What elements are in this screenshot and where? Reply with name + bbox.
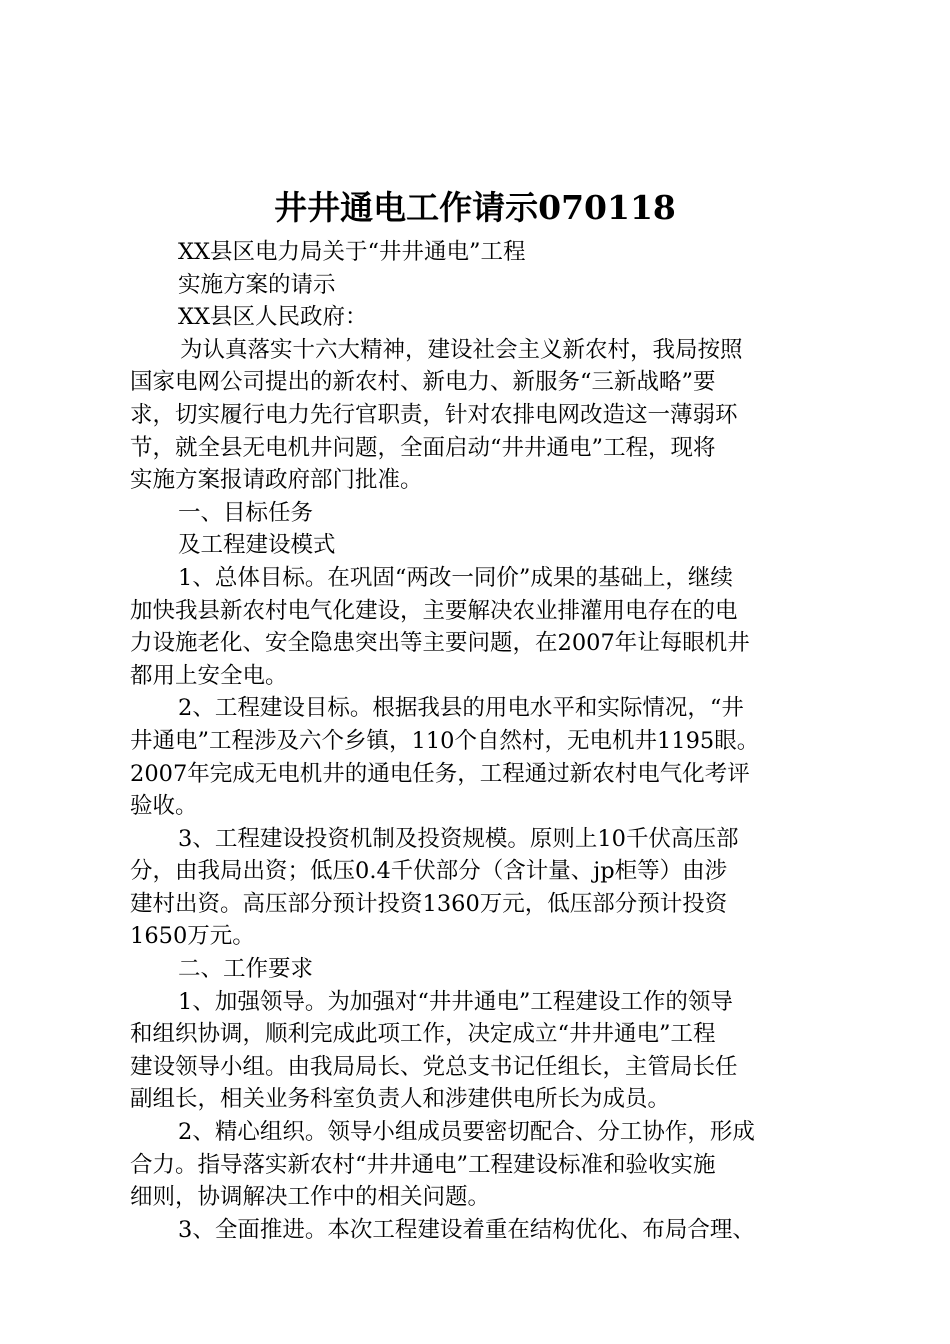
body-line: 2、精心组织。领导小组成员要密切配合、分工协作，形成 xyxy=(178,1119,755,1146)
body-line: 节，就全县无电机井问题，全面启动“井井通电”工程，现将 xyxy=(130,434,716,461)
body-line: 加快我县新农村电气化建设，主要解决农业排灌用电存在的电 xyxy=(130,597,738,624)
body-line: XX县区人民政府： xyxy=(178,304,368,331)
body-line: 1650万元。 xyxy=(130,923,255,950)
document-body xyxy=(130,236,830,1246)
body-line: 1、加强领导。为加强对“井井通电”工程建设工作的领导 xyxy=(178,988,733,1015)
body-line: 和组织协调，顺利完成此项工作，决定成立“井井通电”工程 xyxy=(130,1021,716,1048)
body-line: 验收。 xyxy=(130,793,198,820)
body-line: 细则，协调解决工作中的相关问题。 xyxy=(130,1184,491,1211)
body-line: 二、工作要求 xyxy=(178,956,314,983)
body-line: 井通电”工程涉及六个乡镇，110个自然村，无电机井1195眼。 xyxy=(130,727,760,754)
body-line: 建村出资。高压部分预计投资1360万元，低压部分预计投资 xyxy=(130,890,728,917)
body-line: 合力。指导落实新农村“井井通电”工程建设标准和验收实施 xyxy=(130,1151,716,1178)
body-line: 1、总体目标。在巩固“两改一同价”成果的基础上，继续 xyxy=(178,564,733,591)
body-line: 2、工程建设目标。根据我县的用电水平和实际情况，“井 xyxy=(178,695,744,722)
body-line: 实施方案的请示 xyxy=(178,271,336,298)
body-line: 建设领导小组。由我局局长、党总支书记任组长，主管局长任 xyxy=(130,1053,738,1080)
body-line: 力设施老化、安全隐患突出等主要问题，在2007年让每眼机井 xyxy=(130,630,750,657)
body-line: 求，切实履行电力先行官职责，针对农排电网改造这一薄弱环 xyxy=(130,401,738,428)
body-line: 2007年完成无电机井的通电任务，工程通过新农村电气化考评 xyxy=(130,760,750,787)
body-line: 国家电网公司提出的新农村、新电力、新服务“三新战略”要 xyxy=(130,369,716,396)
document-title: 井井通电工作请示070118 xyxy=(274,188,676,227)
body-line: 及工程建设模式 xyxy=(178,532,336,559)
body-line: 分，由我局出资；低压0.4千伏部分（含计量、jp柜等）由涉 xyxy=(130,858,728,885)
body-line: 一、目标任务 xyxy=(178,499,314,526)
body-line: 为认真落实十六大精神，建设社会主义新农村，我局按照 xyxy=(180,336,743,363)
body-line: 都用上安全电。 xyxy=(130,662,288,689)
body-line: XX县区电力局关于“井井通电”工程 xyxy=(178,239,526,265)
body-line: 实施方案报请政府部门批准。 xyxy=(130,467,423,494)
body-line: 3、全面推进。本次工程建设着重在结构优化、布局合理、 xyxy=(178,1216,755,1243)
body-line: 副组长，相关业务科室负责人和涉建供电所长为成员。 xyxy=(130,1086,671,1113)
body-line: 3、工程建设投资机制及投资规模。原则上10千伏高压部 xyxy=(178,825,739,852)
